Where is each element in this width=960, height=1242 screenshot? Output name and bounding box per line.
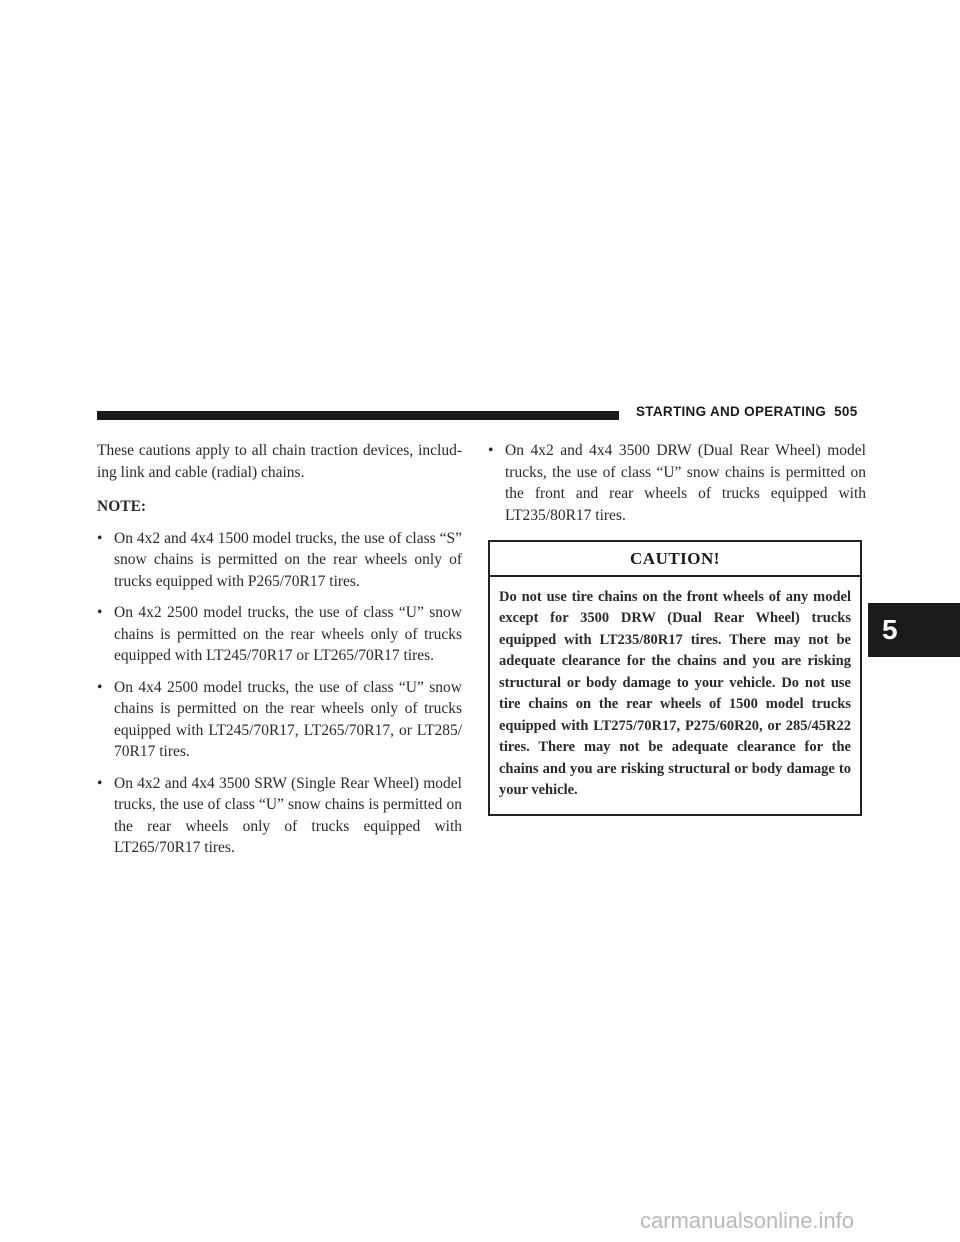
- list-item: [97, 602, 462, 667]
- list-item-text: On 4x2 and 4x4 1500 model trucks, the use of class “S” snow chains is permitted on the rear wheels only of trucks equipped with P265/70R17 tires.: [114, 529, 462, 590]
- watermark: carmanualsonline.info: [640, 1208, 855, 1233]
- chapter-number: 5: [882, 614, 898, 645]
- bullet-icon: •: [97, 774, 103, 792]
- note-label: NOTE:: [97, 498, 147, 515]
- caution-text: Do not use tire chains on the front wheels of any model except for 3500 DRW (Dual Rear Wheel) trucks equipped with LT235/80R17 tires. There may not be adequate clearance for the chains and you are risking structural or body damage to your vehicle. Do not use tire chains on the rear wheels of 1500 model trucks equipped with LT275/70R17, P275/60R20, or 285/45R22 tires. There may not be adequate clearance for the chains and you are risking structural or body damage to your vehicle.: [499, 588, 851, 798]
- bullet-list-right: [488, 440, 866, 526]
- right-column: [488, 440, 866, 816]
- list-item: [488, 440, 866, 526]
- caution-box: [488, 540, 862, 816]
- list-item-text: On 4x2 and 4x4 3500 DRW (Dual Rear Wheel) model trucks, the use of class “U” snow chains is permitted on the front and rear wheels of trucks equipped with LT235/80R17 tires.: [505, 442, 866, 524]
- list-item: [97, 773, 462, 859]
- list-item-text: On 4x2 and 4x4 3500 SRW (Single Rear Wheel) model trucks, the use of class “U” snow chains is permitted on the rear wheels only of trucks equipped with LT265/70R17 tires.: [114, 774, 462, 856]
- list-item: [97, 677, 462, 763]
- caution-title: CAUTION!: [490, 542, 860, 577]
- section-header: [636, 404, 858, 419]
- bullet-icon: •: [488, 442, 494, 459]
- left-column: [97, 440, 462, 869]
- chapter-tab: [868, 603, 960, 657]
- bullet-list-left: [97, 528, 462, 859]
- page-number: 505: [834, 404, 858, 419]
- section-title: STARTING AND OPERATING: [636, 404, 827, 419]
- header-rule: [97, 411, 619, 420]
- bullet-icon: •: [97, 678, 103, 696]
- list-item: [97, 528, 462, 593]
- bullet-icon: •: [97, 529, 103, 547]
- intro-paragraph: These cautions apply to all chain traction devices, includ-ing link and cable (radial) chains.: [97, 442, 462, 481]
- bullet-icon: •: [97, 604, 103, 621]
- list-item-text: On 4x4 2500 model trucks, the use of class “U” snow chains is permitted on the rear wheels only of trucks equipped with LT245/70R17, LT265/70R17, or LT285/ 70R17 tires.: [114, 678, 462, 760]
- list-item-text: On 4x2 2500 model trucks, the use of class “U” snow chains is permitted on the rear wheels only of trucks equipped with LT245/70R17 or LT265/70R17 tires.: [114, 604, 462, 664]
